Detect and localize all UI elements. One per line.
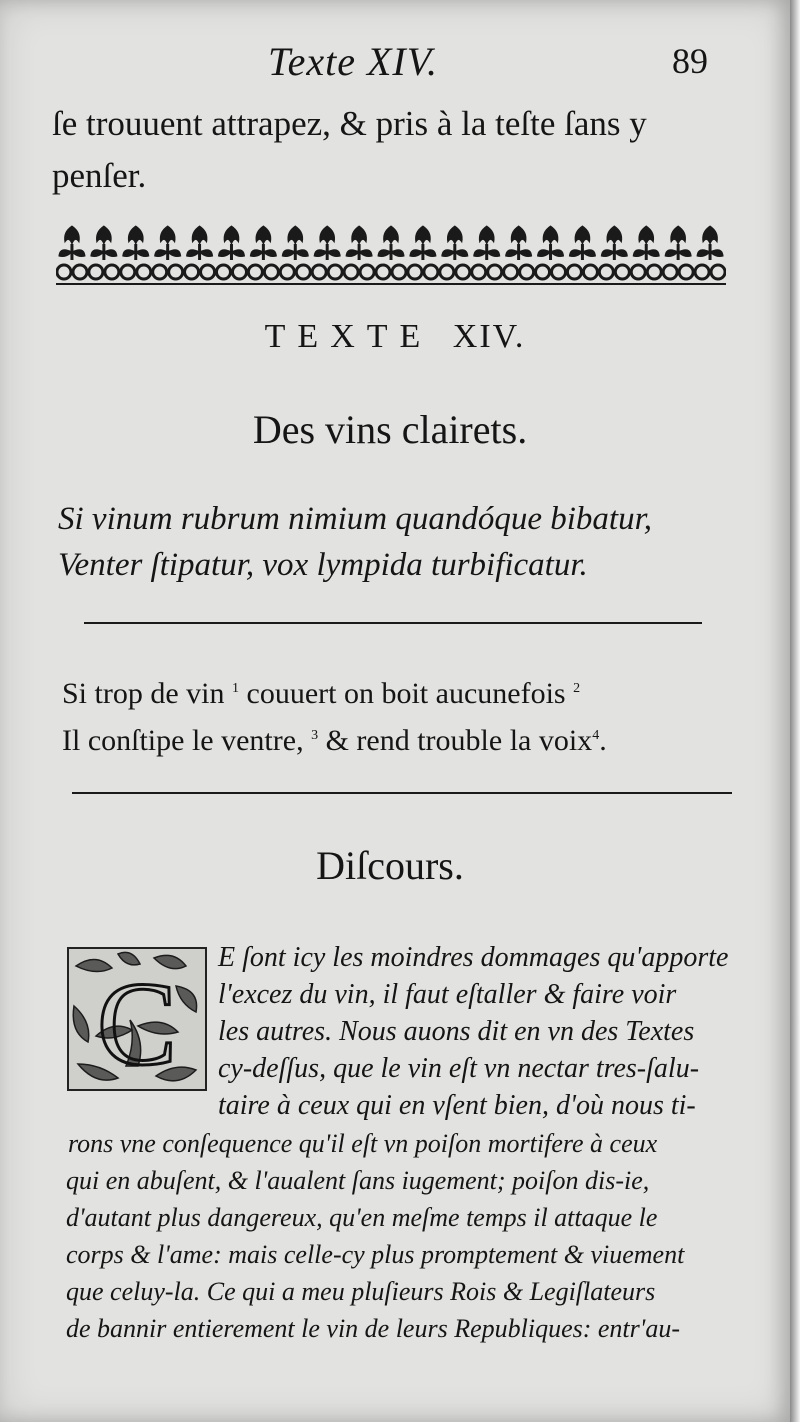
french-verse-text: couuert on boit aucunefois xyxy=(246,677,566,710)
ornament-flower xyxy=(408,226,438,279)
continuation-line: ſe trouuent attrapez, & pris à la teſte ſans y xyxy=(52,104,647,143)
french-verse-text: Il conſtipe le ventre, xyxy=(62,724,304,757)
continuation-text xyxy=(52,98,742,202)
ornament-flower xyxy=(280,226,310,279)
chapter-subtitle: Des vins clairets. xyxy=(252,407,528,452)
chapter-number: XIV. xyxy=(452,318,526,355)
body-line: qui en abuſent, & l'aualent ſans iugement; poiſon dis-ie, xyxy=(66,1166,650,1195)
ornament-flower xyxy=(121,226,151,279)
ornament-flower xyxy=(89,226,119,279)
footnote-marker: 1 xyxy=(232,681,239,696)
ornament-flower xyxy=(376,226,406,279)
body-line: E ſont icy les moindres dommages qu'apporte xyxy=(218,942,729,973)
ornament-flower xyxy=(536,226,566,279)
ornament-flower xyxy=(663,226,693,279)
body-line: que celuy-la. Ce qui a meu pluſieurs Rois & Legiſlateurs xyxy=(66,1277,656,1306)
page-edge xyxy=(790,0,800,1422)
chapter-word: TEXTE xyxy=(264,318,433,355)
french-verse-text: & rend trouble la voix xyxy=(325,724,593,757)
ornament-flower xyxy=(57,226,87,279)
latin-verse-line: Si vinum rubrum nimium quandóque bibatur, xyxy=(58,501,652,537)
ornament-flower xyxy=(312,226,342,279)
footnote-marker: 4 xyxy=(592,728,600,743)
body-line: taire à ceux qui en vſent bien, d'où nous ti- xyxy=(218,1090,696,1121)
latin-verse xyxy=(58,496,758,588)
ornament-flower xyxy=(344,226,374,279)
discours-title: Diſcours. xyxy=(316,843,464,888)
ornament-flower xyxy=(440,226,470,279)
french-verse-text: . xyxy=(599,724,607,757)
running-title: Texte XIV. xyxy=(268,39,438,84)
body-line: d'autant plus dangereux, qu'en meſme temps il attaque le xyxy=(66,1203,658,1232)
ornament-flower xyxy=(695,226,725,279)
ornament-flower xyxy=(631,226,661,279)
top-rule xyxy=(84,622,702,624)
body-line: corps & l'ame: mais celle-cy plus promptement & viuement xyxy=(66,1240,685,1269)
ornament-flower xyxy=(599,226,629,279)
floral-ornament-band xyxy=(56,222,726,288)
bottom-rule xyxy=(72,792,732,794)
body-line: les autres. Nous auons dit en vn des Textes xyxy=(218,1016,695,1047)
ornament-flower xyxy=(153,226,183,279)
page-number: 89 xyxy=(672,41,708,81)
french-verse-text: Si trop de vin xyxy=(62,677,225,710)
chapter-heading xyxy=(0,318,790,356)
body-line: cy-deſſus, que le vin eſt vn nectar tres-ſalu- xyxy=(218,1053,700,1084)
ornament-flower xyxy=(185,226,215,279)
decorated-initial xyxy=(66,946,208,1092)
ornament-flower xyxy=(248,226,278,279)
footnote-marker: 3 xyxy=(311,728,319,743)
latin-verse-line: Venter ſtipatur, vox lympida turbificatur. xyxy=(58,547,588,583)
initial-letter: C xyxy=(96,957,178,1090)
body-line: rons vne conſequence qu'il eſt vn poiſon mortifere à ceux xyxy=(68,1129,658,1158)
ornament-flower xyxy=(472,226,502,279)
ornament-flower xyxy=(567,226,597,279)
body-line: l'excez du vin, il faut eſtaller & faire voir xyxy=(218,979,677,1010)
ornament-flower xyxy=(216,226,246,279)
french-verse xyxy=(62,668,762,762)
body-line: de bannir entierement le vin de leurs Republiques: entr'au- xyxy=(66,1314,680,1343)
french-verse-line xyxy=(62,715,762,762)
ornament-flower xyxy=(504,226,534,279)
footnote-marker: 2 xyxy=(573,681,581,696)
french-verse-line xyxy=(62,668,762,715)
continuation-line: penſer. xyxy=(52,156,147,195)
